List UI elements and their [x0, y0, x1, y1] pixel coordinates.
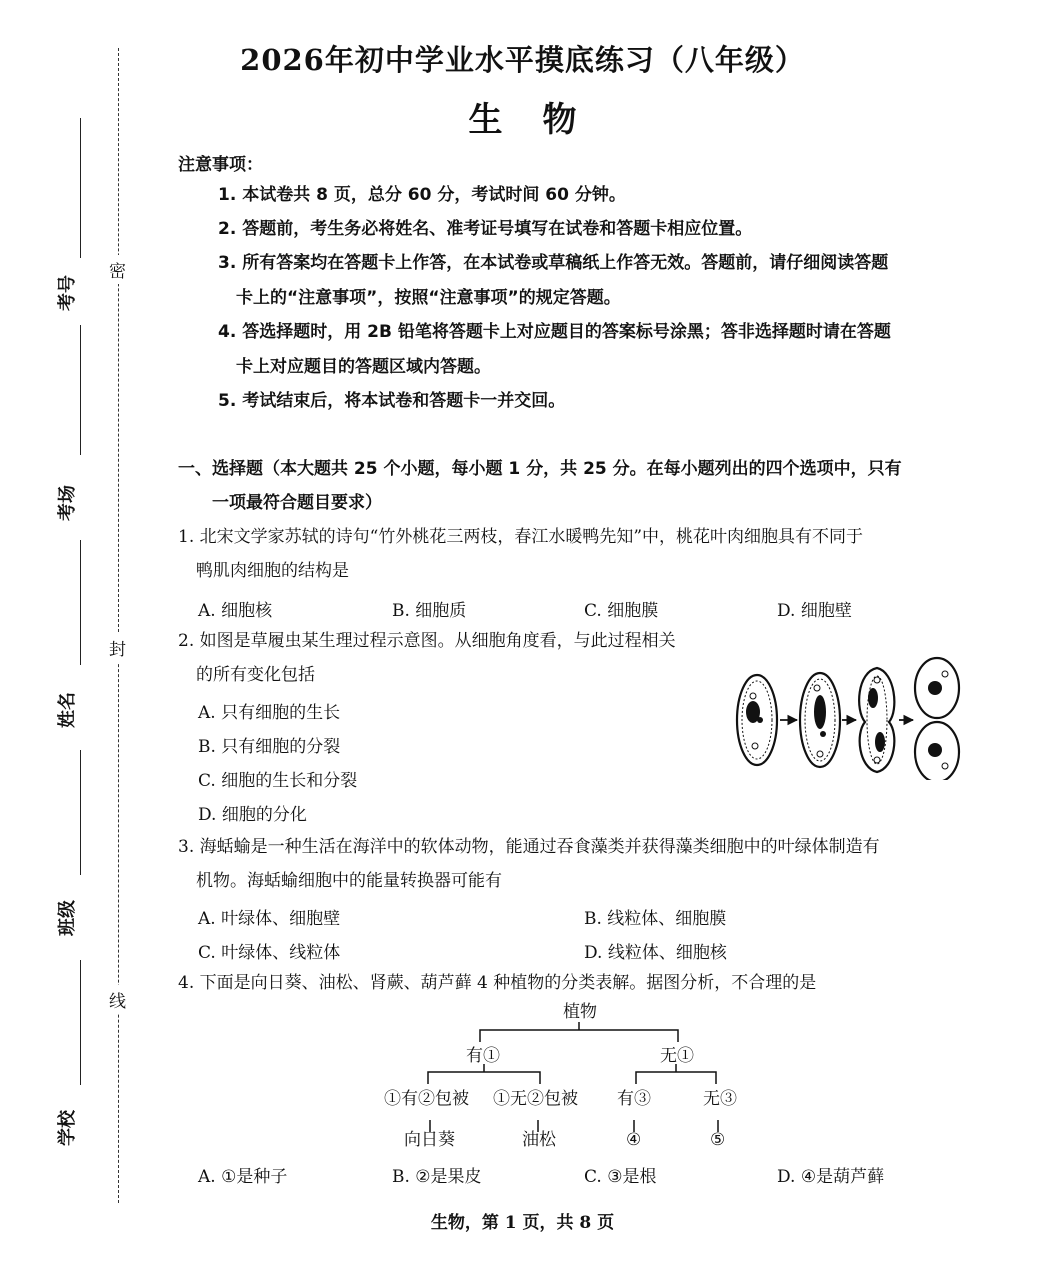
- seal-mark-feng: 封: [109, 633, 126, 662]
- q1-stem-cont: 鸭肌肉细胞的结构是: [196, 561, 349, 581]
- q4-option-c: C. ③是根: [584, 1167, 657, 1187]
- tree-node-rr: 无③: [703, 1089, 737, 1109]
- paramecium-stage-4: [915, 658, 959, 780]
- section-heading: 一、选择题（本大题共 25 个小题，每小题 1 分，共 25 分。在每小题列出的四个选项中，只有: [178, 459, 902, 479]
- q2-stem: 2. 如图是草履虫某生理过程示意图。从细胞角度看，与此过程相关: [178, 631, 676, 651]
- field-label-exam-number: 考号: [57, 275, 78, 311]
- tree-node-left: 有①: [466, 1046, 500, 1066]
- tree-leaf-4: ④: [626, 1130, 642, 1150]
- q4-stem: 4. 下面是向日葵、油松、肾蕨、葫芦藓 4 种植物的分类表解。据图分析，不合理的是: [178, 973, 817, 993]
- q3-stem: 3. 海蛞蝓是一种生活在海洋中的软体动物，能通过吞食藻类并获得藻类细胞中的叶绿体制造有: [178, 837, 880, 857]
- paramecium-division-figure: [725, 650, 965, 780]
- tree-node-lr: ①无②包被: [493, 1089, 578, 1109]
- field-label-school: 学校: [57, 1110, 78, 1146]
- note-1: 1. 本试卷共 8 页，总分 60 分，考试时间 60 分钟。: [218, 185, 626, 205]
- q3-option-b: B. 线粒体、细胞膜: [584, 909, 727, 929]
- q2-option-a: A. 只有细胞的生长: [198, 703, 341, 723]
- note-5: 5. 考试结束后，将本试卷和答题卡一并交回。: [218, 391, 566, 411]
- field-label-exam-room: 考场: [57, 485, 78, 521]
- tree-leaf-sunflower: 向日葵: [404, 1130, 455, 1150]
- field-line-4: [80, 750, 81, 875]
- tree-root: 植物: [563, 1002, 597, 1022]
- tree-leaf-pine: 油松: [522, 1130, 556, 1150]
- q3-option-c: C. 叶绿体、线粒体: [198, 943, 341, 963]
- field-label-class: 班级: [57, 900, 78, 936]
- tree-node-right: 无①: [660, 1046, 694, 1066]
- tree-node-rl: 有③: [617, 1089, 651, 1109]
- q2-option-d: D. 细胞的分化: [198, 805, 307, 825]
- seal-mark-xian: 线: [109, 985, 126, 1014]
- note-3: 3. 所有答案均在答题卡上作答，在本试卷或草稿纸上作答无效。答题前，请仔细阅读答题: [218, 253, 889, 273]
- notes-title: 注意事项：: [178, 155, 263, 175]
- q1-option-d: D. 细胞壁: [777, 601, 852, 621]
- tree-node-ll: ①有②包被: [384, 1089, 469, 1109]
- q3-stem-cont: 机物。海蛞蝓细胞中的能量转换器可能有: [196, 871, 502, 891]
- field-label-name: 姓名: [57, 692, 78, 728]
- seal-mark-mi: 密: [109, 255, 126, 284]
- q1-option-b: B. 细胞质: [392, 601, 467, 621]
- q3-option-d: D. 线粒体、细胞核: [584, 943, 727, 963]
- q1-stem: 1. 北宋文学家苏轼的诗句“竹外桃花三两枝，春江水暖鸭先知”中，桃花叶肉细胞具有不同于: [178, 527, 864, 547]
- paramecium-stage-1: [737, 675, 777, 765]
- field-line-3: [80, 540, 81, 665]
- q4-option-b: B. ②是果皮: [392, 1167, 482, 1187]
- note-3-cont: 卡上的“注意事项”，按照“注意事项”的规定答题。: [236, 288, 621, 308]
- q4-option-a: A. ①是种子: [198, 1167, 288, 1187]
- subject-title: 生物: [468, 100, 617, 140]
- field-line-2: [80, 325, 81, 455]
- exam-title: 2026年初中学业水平摸底练习（八年级）: [240, 43, 805, 77]
- q1-option-a: A. 细胞核: [198, 601, 273, 621]
- paramecium-stage-2: [800, 673, 840, 767]
- q2-stem-cont: 的所有变化包括: [196, 665, 315, 685]
- paramecium-stage-3: [859, 668, 894, 772]
- section-heading-cont: 一项最符合题目要求）: [212, 493, 382, 513]
- seal-line: [118, 48, 119, 1203]
- q3-option-a: A. 叶绿体、细胞壁: [198, 909, 341, 929]
- q2-option-b: B. 只有细胞的分裂: [198, 737, 341, 757]
- note-4: 4. 答选择题时，用 2B 铅笔将答题卡上对应题目的答案标号涂黑；答非选择题时请在答题: [218, 322, 891, 342]
- note-4-cont: 卡上对应题目的答题区域内答题。: [236, 357, 491, 377]
- q2-option-c: C. 细胞的生长和分裂: [198, 771, 358, 791]
- tree-leaf-5: ⑤: [710, 1130, 726, 1150]
- field-line-5: [80, 960, 81, 1085]
- note-2: 2. 答题前，考生务必将姓名、准考证号填写在试卷和答题卡相应位置。: [218, 219, 753, 239]
- q1-option-c: C. 细胞膜: [584, 601, 659, 621]
- page-footer: 生物，第 1 页，共 8 页: [430, 1213, 615, 1233]
- q4-option-d: D. ④是葫芦藓: [777, 1167, 885, 1187]
